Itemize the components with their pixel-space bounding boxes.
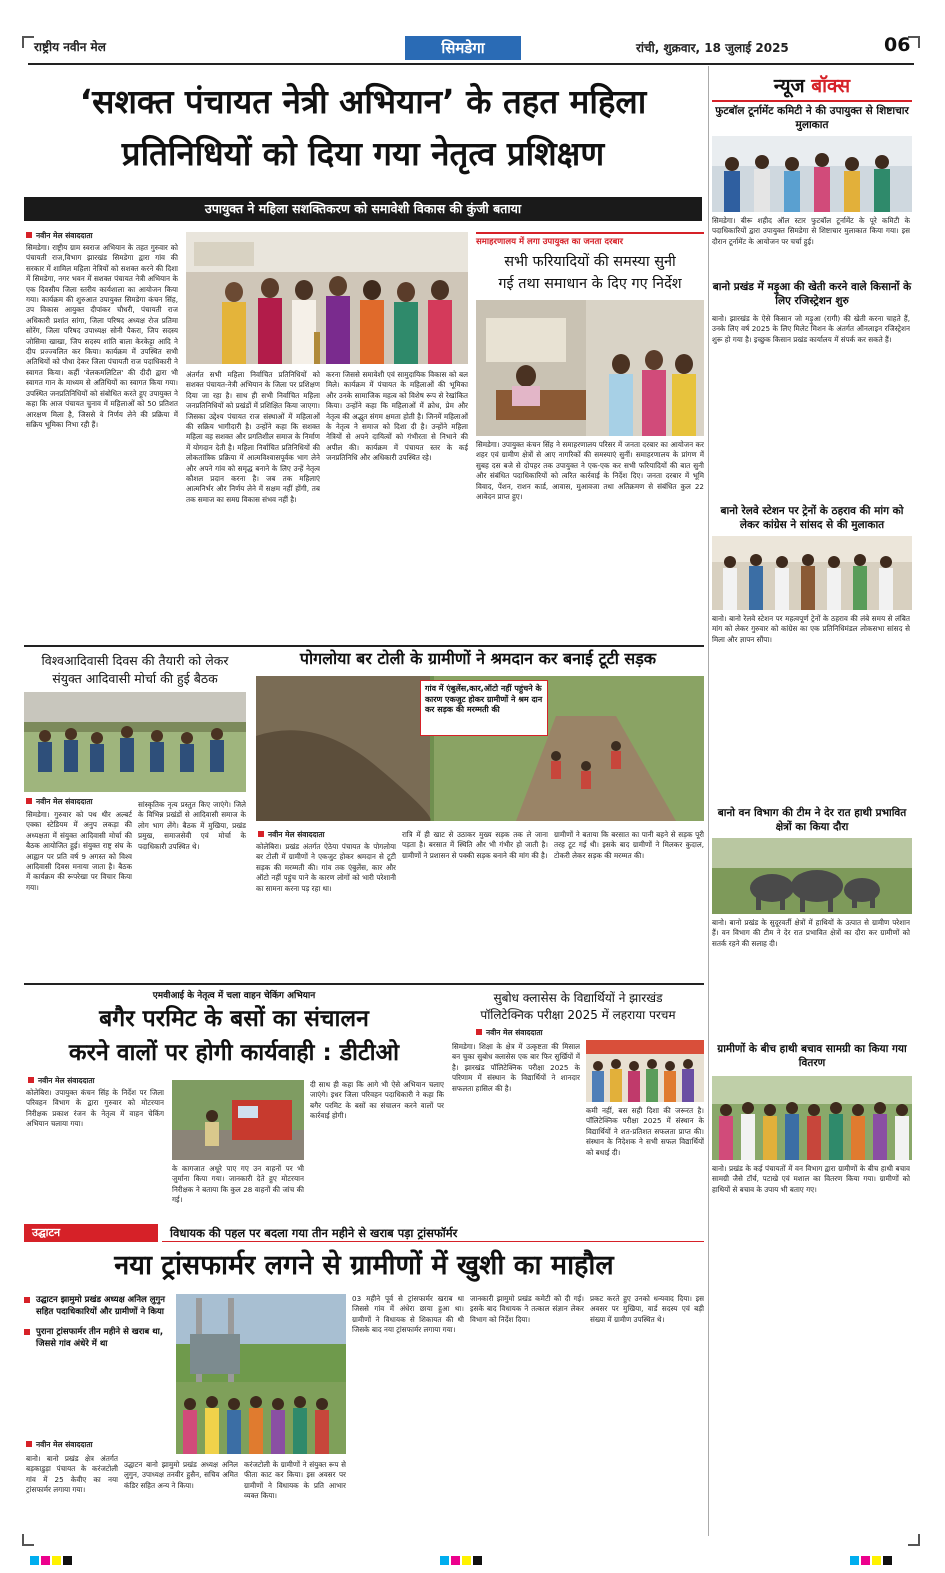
registration-mark-bottom-left	[22, 1534, 34, 1546]
tribal-column-1: सिमडेगा। गुरुवार को पथ थीर अल्बर्ट एक्का स्टेडियम में अनुप लकड़ा की अध्यक्षता में संयुक्त आदिवासी मोर्चा की बैठक आयोजित हुई। संयुक्त राष्ट्र संघ के आह्वान पर प्रति वर्ष 9 अगस्त को विश्व आदिवासी दिवस मनाया जाता है। बैठक में कार्यक्रम की रूपरेखा पर विचार किया गया।	[26, 810, 132, 892]
masthead-rule	[28, 63, 914, 65]
inset-text: सिमडेगा। उपायुक्त कंचन सिंह ने समाहरणालय परिसर में जनता दरबार का आयोजन कर शहर एवं ग्रामीण क्षेत्रों से आए नागरिकों की समस्याएं सुनीं। समाहरणालय के प्रांगण में सुबह दस बजे से दोपहर तक उपायुक्त ने एक-एक कर सभी फरियादियों की बात सुनी और संबंधित पदाधिकारियों को त्वरित कार्रवाई के निर्देश दिए। जनता दरबार में भूमि विवाद, पेंशन, राशन कार्ड, आवास, मुआवजा तथा अतिक्रमण से संबंधित कुल 22 आवेदन प्राप्त हुए।	[476, 440, 704, 502]
newsbox-item-2-text: बानो। झारखंड के ऐसे किसान जो मड़ुआ (रागी) की खेती करना चाहते हैं, उनके लिए वर्ष 2025 के लिए मिलेट मिशन के अंतर्गत ऑनलाइन रजिस्ट्रेशन शुरू हो गया है। इच्छुक किसान प्रखंड कार्यालय में संपर्क कर सकते हैं।	[712, 314, 910, 344]
road-column-1: कोलेबिरा। प्रखंड अंतर्गत ऐठेया पंचायत के पोगलोया बर टोली में ग्रामीणों ने एकजुट होकर श्रमदान से टूटी सड़क की मरम्मती की। गांव तक एंबुलेंस, कार और ऑटो नहीं पहुंच पाने के कारण लोगों को भारी परेशानी का सामना करना पड़ रहा था।	[256, 842, 396, 893]
newsbox-item-3-headline: बानो रेलवे स्टेशन पर ट्रेनों के ठहराव की मांग को लेकर कांग्रेस ने सांसद से की मुलाकात	[720, 505, 904, 531]
transformer-group-photo	[176, 1382, 346, 1454]
inset-headline-line1: सभी फरियादियों की समस्या सुनी	[504, 254, 676, 270]
inset-headline-line2: गई तथा समाधान के दिए गए निर्देश	[498, 276, 682, 292]
newsbox-item-5-headline: ग्रामीणों के बीच हाथी बचाव सामग्री का किया गया वितरण	[717, 1043, 907, 1069]
newsbox-item-3-text: बानो। बानो रेलवे स्टेशन पर महत्वपूर्ण ट्रेनों के ठहराव की लंबे समय से लंबित मांग को लेकर गुरुवार को कांग्रेस का एक प्रतिनिधिमंडल लोकसभा सांसद से मिला और ज्ञापन सौंपा।	[712, 614, 910, 644]
newsbox-title: न्यूज बॉक्स	[773, 75, 851, 97]
road-column-3: ग्रामीणों ने बताया कि बरसात का पानी बहने से सड़क पूरी तरह टूट गई थी। इसके बाद ग्रामीणों ने मिलकर कुदाल, टोकरी लेकर सड़क की मरम्मत की।	[554, 830, 704, 860]
registration-mark-top-left	[22, 36, 34, 48]
transformer-column-3: करंजटोली के ग्रामीणों ने संयुक्त रूप से फीता काट कर किया। इस अवसर पर ग्रामीणों ने विधायक के प्रति आभार व्यक्त किया।	[244, 1460, 346, 1501]
newsbox-item-1-headline: फुटबॉल टूर्नामेंट कमिटी ने की उपायुक्त से शिष्टाचार मुलाकात	[715, 105, 909, 131]
column-divider	[708, 66, 709, 1536]
newsbox-item-1-text: सिमडेगा। बीरू शहीद ऑल स्टार फुटबॉल टूर्नामेंट के पूरे कमिटी के पदाधिकारियों द्वारा उपायुक्त सिमडेगा से शिष्टाचार मुलाकात किया गया। इस दौरान टूर्नामेंट के आयोजन पर चर्चा हुई।	[712, 216, 910, 246]
transformer-column-5: जानकारी झामुमो प्रखंड कमेटी को दी गई। इसके बाद विधायक ने तत्काल संज्ञान लेकर विभाग को निर्देश दिया।	[470, 1294, 584, 1324]
lead-headline-line2: प्रतिनिधियों को दिया गया नेतृत्व प्रशिक्षण	[121, 134, 605, 173]
road-callout: गांव में एंबुलेंस,कार,ऑटो नहीं पहुंचने के कारण एकजुट होकर ग्रामीणों ने श्रम दान कर सड़क की मरम्मती की	[420, 680, 548, 736]
transformer-column-6: प्रकट करते हुए उनको धन्यवाद दिया। इस अवसर पर मुखिया, वार्ड सदस्य एवं बड़ी संख्या में ग्रामीण उपस्थित थे।	[590, 1294, 704, 1324]
inset-photo	[476, 300, 704, 436]
lead-subhead: उपायुक्त ने महिला सशक्तिकरण को समावेशी विकास की कुंजी बताया	[24, 197, 702, 221]
section-label: सिमडेगा	[405, 36, 521, 60]
subodh-column-2: कमी नहीं, बस सही दिशा की जरूरत है। पॉलिटेक्निक परीक्षा 2025 में संस्थान के विद्यार्थियों ने शत-प्रतिशत सफलता प्राप्त की। संस्थान के निदेशक ने सभी सफल विद्यार्थियों को बधाई दी।	[586, 1106, 704, 1157]
bullet-square-icon	[24, 1297, 30, 1303]
lead-bottom-rule	[24, 645, 704, 647]
road-column-2: रात्रि में ही खाट से उठाकर मुख्य सड़क तक ले जाना पड़ता है। बरसात में स्थिति और भी गंभीर हो जाती है। ग्रामीणों ने प्रशासन से पक्की सड़क बनाने की मांग की है।	[402, 830, 548, 860]
date-line: रांची, शुक्रवार, 18 जुलाई 2025	[636, 41, 789, 55]
newsbox-item-2-headline: बानो प्रखंड में मड़ुआ की खेती करने वाले किसानों के लिए रजिस्ट्रेशन शुरु	[712, 281, 912, 307]
dto-photo	[172, 1080, 304, 1160]
lead-byline: नवीन मेल संवाददाता	[26, 231, 93, 241]
newsbox-item-5-photo	[712, 1076, 912, 1160]
transformer-byline: नवीन मेल संवाददाता	[26, 1440, 93, 1450]
dto-headline-line2: करने वालों पर होगी कार्यवाही : डीटीओ	[68, 1040, 400, 1066]
newsbox-title-rule	[712, 100, 912, 102]
road-byline: नवीन मेल संवाददाता	[258, 830, 325, 840]
transformer-headline: नया ट्रांसफार्मर लगने से ग्रामीणों में खुशी का माहौल	[114, 1250, 614, 1281]
row2-bottom-rule	[24, 983, 704, 985]
tribal-byline: नवीन मेल संवाददाता	[26, 797, 93, 807]
inset-tag-bar	[476, 232, 704, 248]
dto-column-3: दी साथ ही कहा कि आगे भी ऐसे अभियान चलाए जाएंगे। इधर जिला परिवहन पदाधिकारी ने कहा कि बगैर परमिट के बसों का संचालन करने वालों पर कार्रवाई होगी।	[310, 1080, 444, 1121]
tribal-headline-line1: विश्वआदिवासी दिवस की तैयारी को लेकर	[41, 653, 229, 668]
tribal-column-2: सांस्कृतिक नृत्य प्रस्तुत किए जाएंगे। जिले के विभिन्न प्रखंडों से आदिवासी समाज के लोग भाग लेंगे। बैठक में मुखिया, प्रखंड प्रमुख, समाजसेवी एवं मोर्चा के पदाधिकारी उपस्थित थे।	[138, 800, 246, 851]
subodh-headline-line2: पॉलिटेक्निक परीक्षा 2025 में लहराया परचम	[480, 1008, 676, 1022]
transformer-bullet-2: पुराना ट्रांसफार्मर तीन महीने से खराब था, जिससे गांव अंधेरे में था	[24, 1326, 170, 1350]
bullet-square-icon	[24, 1329, 30, 1335]
tribal-meeting-photo	[24, 692, 246, 792]
newsbox-item-3-photo	[712, 536, 912, 610]
inset-tag: समाहरणालय में लगा उपायुक्त का जनता दरबार	[476, 237, 623, 247]
inauguration-label: उद्घाटन	[24, 1224, 158, 1242]
transformer-bullets	[24, 1294, 170, 1350]
lead-column-1: सिमडेगा। राष्ट्रीय ग्राम स्वराज अभियान के तहत गुरुवार को पंचायती राज,विभाग झारखंड सिमडेगा द्वारा गांव की सरकार में शामिल महिला नेत्रियों को सशक्त करने की दिशा में सिमडेगा, नगर भवन में सशक्त पंचायत नेत्री अभियान के एक दिवसीय जिला स्तरीय कार्यशाला का आयोजन किया गया। कार्यक्रम की शुरुआत उपायुक्त सिमडेगा कंचन सिंह, उप विकास आयुक्त दीपांकर चौधरी, पंचायती राज अधिकारी प्रशांत सांगा, जिला परिषद अध्यक्ष रोज प्रतिमा सोरेंग, जिला परिषद उपाध्यक्ष सोनी पैकरा, जिप सदस्य जोसिमा खाखा, जिप सदस्य शांति बाला केरकेट्टा आदि ने दीप प्रज्ज्वलित कर किया। कार्यक्रम में उपस्थित सभी अतिथियों को पौधा देकर जिला पंचायती राज पदाधिकारी ने स्वागत किया। कहीं 'वेलकमलिटिल' की दीदी द्वारा भी स्वागत गान के माध्यम से अतिथियों का स्वागत किया गया। उपस्थित जनप्रतिनिधियों को संबोधित करते हुए उपायुक्त ने कहा कि आज पंचायत चुनाव में महिलाओं को 50 प्रतिशत आरक्षण मिला है, जिससे वे निर्णय लेने की प्रक्रिया में सक्रिय भूमिका निभा रही हैं।	[26, 243, 178, 429]
newsbox-item-4-headline: बानो वन विभाग की टीम ने देर रात हाथी प्रभावित क्षेत्रों का किया दौरा	[717, 807, 907, 833]
transformer-column-2: उद्घाटन बानो झामुमो प्रखंड अध्यक्ष अनिल लुगुन, उपाध्यक्ष तनवीर हुसैन, सचिव अमित कंडिर सहित अन्य ने किया।	[124, 1460, 238, 1490]
dto-headline-line1: बगैर परमिट के बसों का संचालन	[99, 1006, 369, 1032]
newsbox-item-4-photo	[712, 838, 912, 914]
subodh-photo	[586, 1040, 704, 1102]
subodh-headline-line1: सुबोध क्लासेस के विद्यार्थियों ने झारखंड	[493, 991, 663, 1005]
color-bar-right	[850, 1550, 894, 1569]
newsbox-item-5-text: बानो। प्रखंड के कई पंचायतों में वन विभाग द्वारा ग्रामीणों के बीच हाथी बचाव सामग्री जैसे टॉर्च, पटाखे एवं मशाल का वितरण किया गया। ग्रामीणों को हाथियों से बचाव के उपाय भी बताए गए।	[712, 1164, 910, 1194]
newsbox-item-4-text: बानो। बानो प्रखंड के सुदूरवर्ती क्षेत्रों में हाथियों के उत्पात से ग्रामीण परेशान हैं। वन विभाग की टीम ने देर रात प्रभावित क्षेत्रों का दौरा कर ग्रामीणों को सतर्क रहने की सलाह दी।	[712, 918, 910, 948]
subodh-column-1: सिमडेगा। शिक्षा के क्षेत्र में उत्कृष्टता की मिसाल बन चुका सुबोध क्लासेस एक बार फिर सुर्खियों में है। झारखंड पॉलिटेक्निक परीक्षा 2025 के परिणाम में संस्थान के विद्यार्थियों ने शानदार सफलता हासिल की है।	[452, 1042, 580, 1093]
lead-photo	[186, 232, 468, 364]
lead-column-2: अंतर्गत सभी महिला निर्वाचित प्रतिनिधियों को सशक्त पंचायत-नेत्री अभियान के जिला पर प्रशिक्षण दिया जा रहा है। साथ ही सभी निर्वाचित महिला जनप्रतिनिधियों को प्रखंडों में प्रशिक्षित किया जाएगा। जिसका उद्देश्य पंचायत राज संस्थाओं में महिलाओं की सक्रिय भागीदारी है। उन्होंने कहा कि सशक्त महिला वह सशक्त और प्रगतिशील समाज के निर्माण में योगदान देती है। महिला निर्वाचित प्रतिनिधियों की लोकतांत्रिक प्रक्रिया में आत्मविश्वासपूर्वक भाग लेने और अपने गांव को समृद्ध बनाने के लिए उन्हें नेतृत्व कौशल प्रदान करना है। जब तक महिलाएं आत्मनिर्भर और निर्णय लेने में सक्षम नहीं होंगी, तब तक समाज का समग्र विकास संभव नहीं है।	[186, 370, 320, 504]
lead-headline-line1: ‘सशक्त पंचायत नेत्री अभियान’ के तहत महिला	[79, 82, 647, 121]
transformer-bullet-1: उद्घाटन झामुमो प्रखंड अध्यक्ष अनिल लुगुन सहित पदाधिकारियों और ग्रामीणों ने किया	[24, 1294, 170, 1318]
tribal-headline-line2: संयुक्त आदिवासी मोर्चा की हुई बैठक	[52, 671, 218, 686]
transformer-column-4: 03 महीने पूर्व से ट्रांसफार्मर खराब था जिससे गांव में अंधेरा छाया हुआ था। ग्रामीणों ने विधायक से शिकायत की थी जिसके बाद नया ट्रांसफार्मर लगाया गया।	[352, 1294, 464, 1335]
subodh-byline: नवीन मेल संवाददाता	[476, 1028, 543, 1038]
color-bar-center	[440, 1550, 484, 1569]
page-number: 06	[884, 34, 911, 56]
paper-name: राष्ट्रीय नवीन मेल	[34, 40, 106, 54]
road-headline: पोगलोया बर टोली के ग्रामीणों ने श्रमदान कर बनाई टूटी सड़क	[299, 649, 657, 668]
newsbox-item-1-photo	[712, 136, 912, 212]
dto-column-1: कोलेबिरा। उपायुक्त कंचन सिंह के निर्देश पर जिला परिवहन विभाग के द्वारा गुरुवार को मोटरयान निरीक्षक प्रकाश रंजन के नेतृत्व में वाहन चेकिंग अभियान चलाया गया।	[26, 1088, 164, 1129]
registration-mark-bottom-right	[908, 1534, 920, 1546]
transformer-column-1: बानो। बानो प्रखंड क्षेत्र अंतर्गत बड़काडुड़ा पंचायत के करंजटोली गांव में 25 केवीए का नया ट्रांसफार्मर लगाया गया।	[26, 1454, 118, 1495]
dto-byline: नवीन मेल संवाददाता	[28, 1076, 95, 1086]
transformer-tagline: विधायक की पहल पर बदला गया तीन महीने से खराब पड़ा ट्रांसफॉर्मर	[162, 1224, 704, 1242]
dto-column-2: के कागजात अधूरे पाए गए उन वाहनों पर भी जुर्माना किया गया। जानकारी देते हुए मोटरयान निरीक्षक ने बताया कि कुल 28 वाहनों की जांच की गई।	[172, 1164, 304, 1205]
dto-tag: एमवीआई के नेतृत्व में चला वाहन चेकिंग अभियान	[152, 991, 316, 1001]
lead-column-3: करना जिससे समावेशी एवं सामुदायिक विकास को बल मिले। कार्यक्रम में पंचायत के महिलाओं की भूमिका और उनके सामाजिक महत्व को विशेष रूप से रेखांकित किया। उन्होंने कहा कि महिलाओं में क्रोध, प्रेम और नेतृत्व की अद्भुत संगम क्षमता होती है। जिनमें महिलाओं के नेतृत्व ने समाज को दिशा दी है। उन्होंने महिला नेत्रियों से अपने दायित्वों को गंभीरता से निभाने की अपील की। कार्यक्रम में पंचायत स्तर के कई जनप्रतिनिधि और अधिकारी उपस्थित रहे।	[326, 370, 468, 463]
color-bar-left	[30, 1550, 74, 1569]
